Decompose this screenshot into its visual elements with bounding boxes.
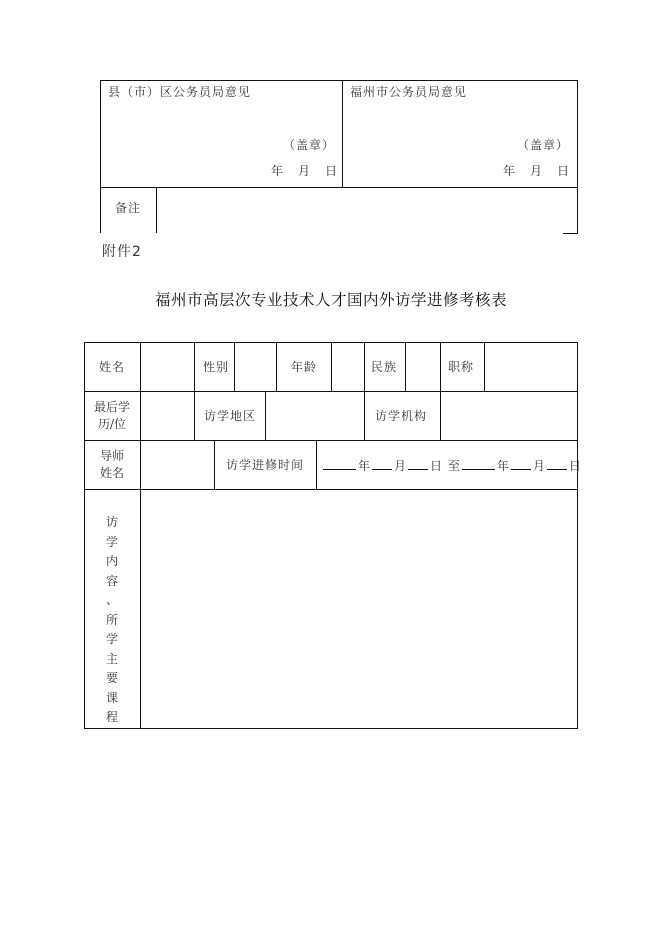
- table-border: [84, 728, 578, 729]
- label-char: 程: [105, 710, 118, 724]
- county-seal-label: （盖章）: [283, 138, 336, 152]
- label-char: 要: [105, 671, 118, 685]
- professional-title-field[interactable]: [485, 343, 577, 391]
- city-year-label: 年: [503, 164, 517, 178]
- visit-region-field[interactable]: [266, 392, 364, 440]
- county-month-label: 月: [298, 164, 312, 178]
- end-day-blank[interactable]: [547, 457, 567, 470]
- city-opinion-label: 福州市公务员局意见: [350, 85, 468, 99]
- start-day-unit: 日: [430, 459, 443, 473]
- mentor-label-line1: 导师: [99, 449, 124, 463]
- end-day-unit: 日: [568, 459, 581, 473]
- label-char: 课: [105, 690, 118, 705]
- professional-title-label: 职称: [448, 360, 475, 374]
- end-year-unit: 年: [496, 459, 509, 473]
- name-field[interactable]: [141, 343, 194, 391]
- col-divider: [214, 440, 215, 489]
- visit-institution-label: 访学机构: [375, 409, 428, 423]
- ethnicity-field[interactable]: [406, 343, 440, 391]
- label-char: 主: [105, 651, 118, 666]
- col-divider: [316, 440, 317, 489]
- start-year-unit: 年: [358, 459, 371, 473]
- gender-label: 性别: [203, 360, 230, 374]
- visit-period-label: 访学进修时间: [226, 458, 305, 472]
- city-day-label: 日: [557, 164, 571, 178]
- label-char: 容: [105, 573, 118, 588]
- age-field[interactable]: [332, 343, 364, 391]
- county-day-label: 日: [325, 164, 339, 178]
- label-char: 学: [105, 632, 118, 646]
- to-label: 至: [447, 459, 460, 473]
- age-label: 年龄: [291, 360, 318, 374]
- county-year-label: 年: [271, 164, 285, 178]
- col-divider: [276, 342, 277, 391]
- label-char: 内: [105, 554, 118, 568]
- table-border: [577, 80, 578, 234]
- visit-content-label: [84, 513, 140, 728]
- name-label: 姓名: [99, 360, 126, 374]
- label-char: 所: [105, 612, 118, 627]
- city-month-label: 月: [530, 164, 544, 178]
- label-char: 学: [105, 534, 118, 549]
- attachment-label: 附件2: [102, 244, 142, 260]
- form-title: 福州市高层次专业技术人才国内外访学进修考核表: [154, 291, 507, 309]
- mentor-label-line2: 姓名: [99, 466, 124, 480]
- city-seal-label: （盖章）: [517, 138, 570, 152]
- end-year-blank[interactable]: [462, 457, 495, 470]
- table-border: [563, 233, 578, 234]
- remarks-field[interactable]: [157, 188, 577, 233]
- county-opinion-label: 县（市）区公务员局意见: [108, 85, 252, 99]
- start-year-blank[interactable]: [323, 457, 356, 470]
- col-divider: [194, 342, 195, 440]
- end-month-unit: 月: [532, 459, 545, 473]
- ethnicity-label: 民族: [371, 360, 398, 374]
- start-month-blank[interactable]: [372, 457, 392, 470]
- table-border: [577, 342, 578, 729]
- start-day-blank[interactable]: [408, 457, 428, 470]
- mentor-name-field[interactable]: [141, 441, 214, 489]
- start-month-unit: 月: [394, 459, 407, 473]
- education-label-line2: 历/位: [97, 417, 127, 431]
- visit-region-label: 访学地区: [204, 409, 257, 423]
- table-border: [100, 80, 101, 233]
- remarks-label: 备注: [115, 201, 142, 215]
- table-divider: [342, 80, 343, 187]
- label-char: 、: [105, 593, 118, 607]
- end-month-blank[interactable]: [511, 457, 531, 470]
- education-label-line1: 最后学: [93, 400, 130, 414]
- gender-field[interactable]: [235, 343, 276, 391]
- label-char: 访: [105, 515, 118, 529]
- visit-period-dates: [322, 457, 582, 474]
- visit-institution-field[interactable]: [441, 392, 577, 440]
- visit-content-field[interactable]: [141, 490, 577, 728]
- education-field[interactable]: [141, 392, 194, 440]
- col-divider: [364, 342, 365, 440]
- table-border: [100, 80, 578, 81]
